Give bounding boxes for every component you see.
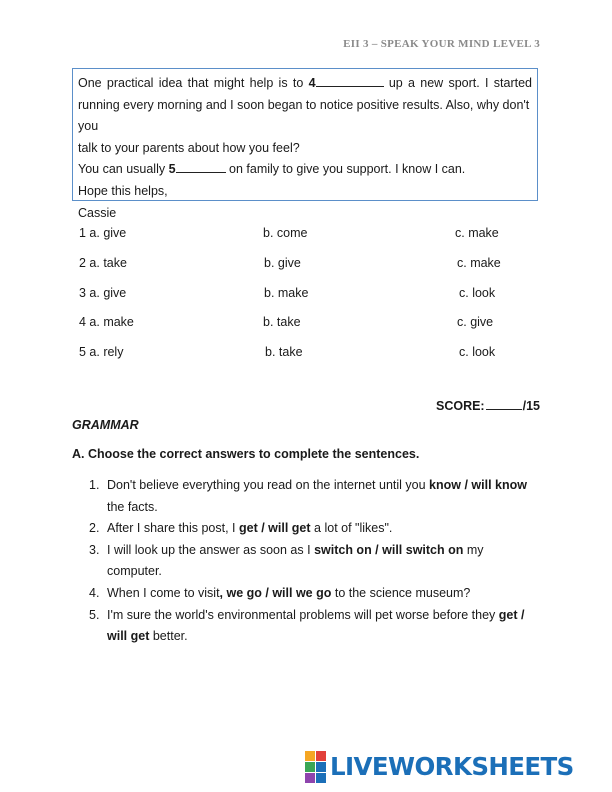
logo-text: LIVEWORKSHEETS [330,751,574,781]
option-b[interactable]: b. come [263,226,308,240]
score-label: SCORE: [435,399,485,413]
option-row-1 [0,226,612,242]
option-c[interactable]: c. look [459,286,496,300]
option-b[interactable]: b. give [264,256,301,270]
question-2: 2. After I share this post, I get / will get a lot of "likes". [89,518,539,540]
question-number: 4. [89,585,100,600]
option-a[interactable]: 4 a. make [79,315,134,329]
option-a[interactable]: 3 a. give [79,286,127,300]
letter-box [72,68,538,220]
logo-icon [305,751,326,783]
logo-square [316,773,326,783]
option-row-3 [0,286,612,302]
option-a[interactable]: 5 a. rely [79,345,124,359]
letter-line-5: Hope this helps, [78,183,168,198]
blank-4-number: 4 [308,76,316,90]
grammar-instruction: A. Choose the correct answers to complete the sentences. [72,447,420,461]
question-5: 5. I'm sure the world's environmental problems will pet worse before they get / will get better. [89,605,539,648]
blank-5[interactable] [176,160,226,173]
blank-5-number: 5 [168,162,176,177]
question-list [89,475,539,648]
option-c[interactable]: c. give [457,315,494,329]
question-4: 4. When I come to visit, we go / will we go to the science museum? [89,583,539,605]
question-1: 1. Don't believe everything you read on the internet until you know / will know the facts. [89,475,539,518]
option-b[interactable]: b. take [265,345,303,359]
answer-choice[interactable]: , we go / will we go [219,585,332,600]
grammar-title: GRAMMAR [72,418,139,432]
answer-choice[interactable]: get / will get [107,607,525,644]
score [436,397,540,413]
score-total: /15 [522,399,540,413]
option-row-5 [0,345,612,361]
option-row-4 [0,315,612,331]
logo-square [305,751,315,761]
question-number: 2. [89,521,100,536]
option-c[interactable]: c. look [459,345,496,359]
option-c[interactable]: c. make [455,226,499,240]
question-number: 5. [89,607,100,622]
logo-square [316,751,326,761]
answer-choice[interactable]: switch on / will switch on [314,542,464,557]
question-number: 3. [89,542,100,557]
question-3: 3. I will look up the answer as soon as I switch on / will switch on my computer. [89,540,539,583]
letter-line-6: Cassie [78,205,117,220]
answer-choice[interactable]: know / will know [429,478,527,492]
letter-line-4: You can usually 5 on family to give you support. I know I can. [78,162,466,177]
logo-square [305,773,315,783]
blank-4[interactable] [316,74,384,87]
letter-line-3: talk to your parents about how you feel? [78,140,300,155]
logo-square [305,762,315,772]
letter-line-2: running every morning and I soon began to notice positive results. Also, why don't you [78,97,530,134]
page-header: EII 3 – SPEAK YOUR MIND LEVEL 3 [343,38,540,50]
score-blank [486,397,522,410]
option-b[interactable]: b. take [263,315,301,329]
answer-choice[interactable]: get / will get [239,521,311,536]
option-c[interactable]: c. make [457,256,501,270]
option-b[interactable]: b. make [264,286,309,300]
option-a[interactable]: 1 a. give [79,226,127,240]
liveworksheets-logo [305,752,574,782]
option-a[interactable]: 2 a. take [79,256,127,270]
logo-square [316,762,326,772]
letter-line-1: One practical idea that might help is to 4 up a new sport. I started [78,76,532,90]
option-row-2 [0,256,612,272]
question-number: 1. [89,478,100,492]
